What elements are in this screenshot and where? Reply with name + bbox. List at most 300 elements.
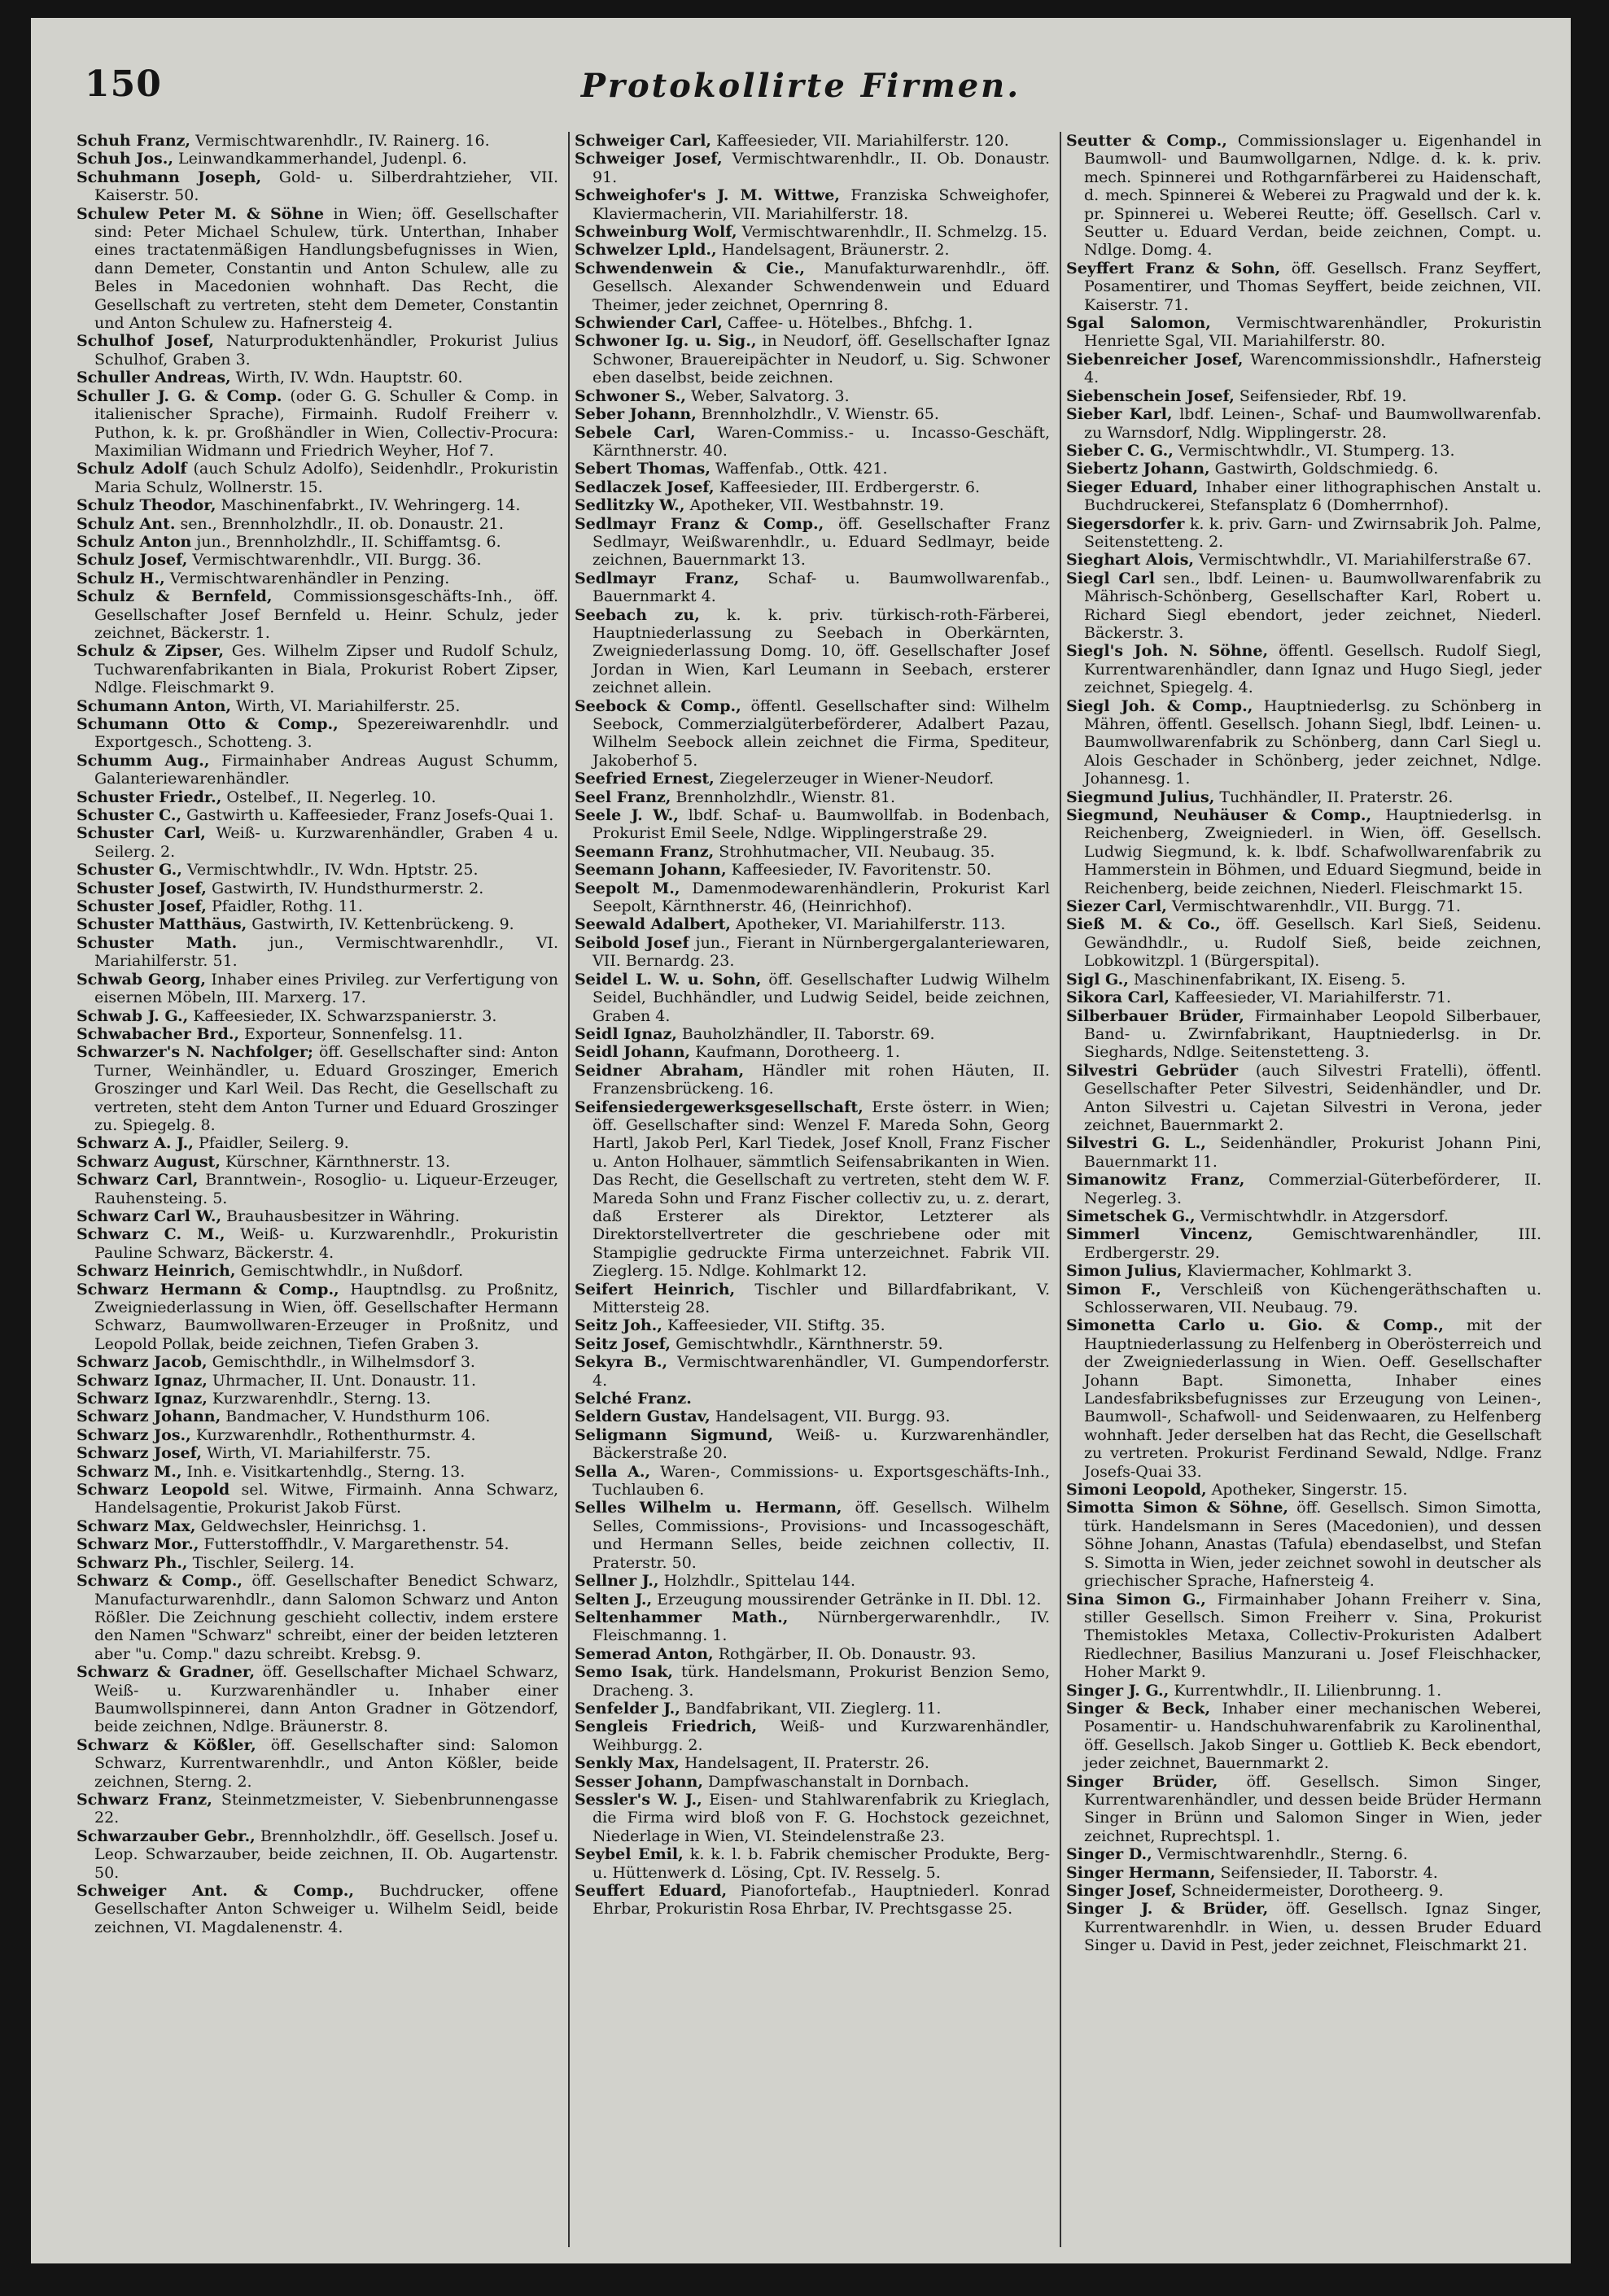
directory-entry: [575, 880, 1050, 916]
entry-firm-name: Schulz H.,: [77, 569, 165, 587]
entry-details: Pfaidler, Rothg. 11.: [206, 897, 363, 916]
entry-details: Gemischtwarenhändler, III. Erdbergerstr. 29.: [1084, 1225, 1541, 1262]
entry-firm-name: Schuster Matthäus,: [77, 915, 247, 934]
directory-entry: [575, 915, 1050, 933]
entry-details: Vermischtwhdlr. in Atzgersdorf.: [1195, 1207, 1449, 1225]
entry-firm-name: Sekyra B.,: [575, 1353, 668, 1372]
entry-details: Gemischtwhdlr., in Nußdorf.: [235, 1262, 464, 1281]
entry-firm-name: Schulz Adolf: [77, 460, 187, 478]
directory-entry: [77, 1882, 558, 1936]
directory-entry: [575, 1700, 1050, 1718]
entry-firm-name: Sellner J.,: [575, 1572, 659, 1591]
directory-entry: [575, 570, 1050, 606]
entry-firm-name: Schuster Carl,: [77, 824, 206, 843]
entry-firm-name: Schwarz Max,: [77, 1517, 196, 1535]
entry-firm-name: Selles Wilhelm u. Hermann,: [575, 1499, 842, 1517]
directory-page: [31, 18, 1571, 2263]
entry-details: jun., Vermischtwarenhdlr., VI. Mariahilferstr. 51.: [94, 933, 558, 971]
directory-entry: [575, 1098, 1050, 1281]
entry-details: öffentl. Gesellsch. Rudolf Siegl, Kurrentwarenhändler, dann Ignaz und Hugo Siegl, jeder zeichnet, Spiegelg. 4.: [1084, 642, 1541, 697]
entry-details: Strohhutmacher, VII. Neubaug. 35.: [714, 842, 995, 861]
directory-entry: [1066, 1134, 1541, 1171]
entry-details: öff. Gesellschafter Benedict Schwarz, Manufacturwarenhdlr., dann Salomon Schwarz und Anton Rößler. Die Zeichnung geschieht collectiv, indem erstere den Namen "Schwarz" schreibt, einer der beiden letzteren aber "u. Comp." dazu schreibt. Krebsg. 9.: [94, 1572, 558, 1663]
entry-firm-name: Schwarz A. J.,: [77, 1134, 194, 1153]
directory-entry: [1066, 314, 1541, 351]
directory-entry: [1066, 1499, 1541, 1590]
directory-entry: [1066, 1062, 1541, 1135]
entry-firm-name: Singer D.,: [1066, 1845, 1152, 1864]
directory-entry: [1066, 1900, 1541, 1954]
entry-firm-name: Siezer Carl,: [1066, 897, 1167, 916]
directory-entry: [575, 405, 1050, 423]
entry-firm-name: Simonetta Carlo u. Gio. & Comp.,: [1066, 1316, 1444, 1335]
directory-entry: [575, 1062, 1050, 1098]
directory-entry: [77, 1791, 558, 1827]
directory-entry: [575, 186, 1050, 223]
directory-entry: [575, 241, 1050, 259]
entry-firm-name: Silvestri Gebrüder: [1066, 1061, 1239, 1080]
directory-entry: [1066, 132, 1541, 260]
entry-details: (oder G. G. Schuller & Comp. in italienischer Sprache), Firmainh. Rudolf Freiherr v. Puthon, k. k. pr. Großhändler in Wien, Collectiv-Procura: Maximilian Widmann und Friedrich Weyher, Hof 7.: [94, 386, 558, 460]
directory-entry: [1066, 915, 1541, 970]
directory-entry: [1066, 1007, 1541, 1062]
entry-firm-name: Silvestri G. L.,: [1066, 1134, 1206, 1153]
entry-firm-name: Seldern Gustav,: [575, 1408, 710, 1426]
directory-entry: [575, 314, 1050, 332]
directory-entry: [1066, 897, 1541, 915]
entry-firm-name: Seidl Johann,: [575, 1043, 691, 1062]
entry-details: Inhaber eines Privileg. zur Verfertigung von eisernen Möbeln, III. Marxerg. 17.: [94, 970, 558, 1007]
directory-entry: [575, 332, 1050, 386]
directory-entry: [77, 1463, 558, 1481]
directory-entry: [1066, 1845, 1541, 1863]
directory-entry: [575, 1408, 1050, 1425]
entry-details: Vermischtwarenhdlr., II. Schmelzg. 15.: [737, 223, 1047, 242]
entry-details: Bauholzhändler, II. Taborstr. 69.: [676, 1024, 935, 1043]
entry-firm-name: Seepolt M.,: [575, 879, 680, 897]
entry-details: Wirth, VI. Mariahilferstr. 75.: [202, 1444, 431, 1463]
entry-firm-name: Schwarz Carl W.,: [77, 1207, 222, 1225]
directory-entry: [575, 1845, 1050, 1882]
entry-details: Maschinenfabrkt., IV. Wehringerg. 14.: [216, 496, 521, 515]
entry-firm-name: Seibold Josef: [575, 933, 689, 952]
entry-details: Kaffeesieder, VII. Mariahilferstr. 120.: [711, 132, 1009, 150]
entry-firm-name: Simon Julius,: [1066, 1262, 1183, 1281]
entry-firm-name: Seidner Abraham,: [575, 1061, 745, 1080]
entry-details: Kurzwarenhdlr., Rothenthurmstr. 4.: [190, 1425, 476, 1444]
entry-details: Waffenfab., Ottk. 421.: [710, 460, 888, 478]
entry-details: Buchdrucker, offene Gesellschafter Anton Schweiger u. Wilhelm Seidl, beide zeichnen, VI. Magdalenenstr. 4.: [94, 1882, 558, 1936]
entry-firm-name: Simoni Leopold,: [1066, 1481, 1207, 1499]
entry-firm-name: Schwarz Hermann & Comp.,: [77, 1280, 339, 1299]
entry-firm-name: Senkly Max,: [575, 1754, 680, 1773]
directory-entry: [77, 861, 558, 879]
entry-firm-name: Schwiender Carl,: [575, 314, 723, 333]
entry-firm-name: Schwarz Franz,: [77, 1790, 212, 1809]
entry-details: sen., Brennholzhdlr., II. ob. Donaustr. 21.: [175, 514, 504, 533]
entry-firm-name: Seitz Josef,: [575, 1334, 671, 1353]
entry-firm-name: Schumann Anton,: [77, 696, 232, 715]
entry-details: jun., Fierant in Nürnbergergalanteriewaren, VII. Bernardg. 23.: [592, 933, 1050, 971]
entry-details: Apotheker, Singerstr. 15.: [1206, 1481, 1408, 1499]
directory-entry: [77, 1663, 558, 1736]
directory-entry: [77, 1372, 558, 1390]
entry-firm-name: Schuster Friedr.,: [77, 788, 222, 806]
entry-details: Ziegelerzeuger in Wiener-Neudorf.: [714, 770, 995, 788]
entry-firm-name: Schweiger Josef,: [575, 150, 723, 168]
entry-details: k. k. priv. türkisch-roth-Färberei, Hauptniederlassung zu Seebach in Oberkärnten, Zweigniederlassung Domg. 10, öff. Gesellschafter Josef Jordan in Wien, Karl Leumann in Seebach, ersterer zeichnet allein.: [592, 605, 1050, 697]
entry-details: Uhrmacher, II. Unt. Donaustr. 11.: [207, 1371, 477, 1390]
entry-firm-name: Seefried Ernest,: [575, 770, 715, 788]
entry-firm-name: Schuhmann Joseph,: [77, 168, 262, 186]
directory-entry: [575, 806, 1050, 843]
entry-firm-name: Schwab Georg,: [77, 970, 206, 989]
entry-firm-name: Schwarz Jos.,: [77, 1425, 191, 1444]
entry-firm-name: Semo Isak,: [575, 1663, 673, 1682]
directory-entry: [1066, 1591, 1541, 1682]
directory-entry: [77, 496, 558, 514]
entry-firm-name: Seebock & Comp.,: [575, 696, 741, 715]
directory-entry: [1066, 442, 1541, 460]
entry-details: Vermischtwarenhändler, VI. Gumpendorferstr. 4.: [592, 1353, 1050, 1390]
entry-details: öff. Gesellschafter sind: Salomon Schwarz, Kurrentwarenhdlr., und Anton Kößler, beide zeichnen, Sterng. 2.: [94, 1735, 558, 1791]
directory-entry: [1066, 515, 1541, 552]
directory-entry: [575, 1426, 1050, 1463]
entry-details: Weiß- u. Kurzwarenhdlr., Prokuristin Pauline Schwarz, Bäckerstr. 4.: [94, 1225, 558, 1262]
entry-firm-name: Simanowitz Franz,: [1066, 1171, 1245, 1189]
directory-entry: [1066, 697, 1541, 788]
directory-entry: [77, 915, 558, 933]
entry-details: (auch Schulz Adolfo), Seidenhdlr., Prokuristin Maria Schulz, Wollnerstr. 15.: [94, 460, 558, 496]
entry-details: Vermischtwarenhdlr., Sterng. 6.: [1152, 1845, 1408, 1864]
entry-details: Gastwirth u. Kaffeesieder, Franz Josefs-Quai 1.: [181, 806, 554, 825]
entry-firm-name: Sedlmayr Franz,: [575, 569, 740, 587]
directory-entry: [575, 861, 1050, 879]
entry-details: Futterstoffhdlr., V. Margarethenstr. 54.: [199, 1535, 509, 1554]
entry-firm-name: Seel Franz,: [575, 788, 671, 806]
entry-firm-name: Schwarz Ignaz,: [77, 1371, 208, 1390]
entry-firm-name: Schwarz C. M.,: [77, 1225, 225, 1244]
directory-entry: [77, 387, 558, 461]
directory-entry: [1066, 971, 1541, 989]
entry-details: Nürnbergerwarenhdlr., IV. Fleischmanng. 1.: [592, 1608, 1050, 1645]
directory-entry: [575, 460, 1050, 478]
directory-entry: [77, 1408, 558, 1425]
directory-entry: [575, 1645, 1050, 1663]
entry-details: Rothgärber, II. Ob. Donaustr. 93.: [713, 1644, 977, 1663]
directory-entry: [575, 478, 1050, 496]
directory-entry: [77, 1827, 558, 1882]
entry-details: öff. Gesellschafter sind: Anton Turner, Weinhändler, u. Eduard Groszinger, Emerich Groszinger und Karl Weil. Das Recht, die Gesellschaft zu vertreten, steht dem Anton Turner und Eduard Groszinger zu. Spiegelg. 8.: [94, 1043, 558, 1134]
directory-entry: [575, 788, 1050, 806]
directory-entry: [77, 1481, 558, 1517]
entry-details: k. k. priv. Garn- und Zwirnsabrik Joh. Palme, Seitenstetteng. 2.: [1084, 514, 1541, 551]
entry-details: Tuchhändler, II. Praterstr. 26.: [1214, 788, 1454, 806]
entry-details: Apotheker, VII. Westbahnstr. 19.: [684, 496, 944, 515]
entry-details: öff. Gesellsch. Simon Simotta, türk. Handelsmann in Seres (Macedonien), und dessen Söhne Johann, Anastas (Tafula) ebendaselbst, und Stefan S. Simotta in Wien, jeder zeichnet sowohl in deutscher als griechischer Sprache, Hafnersteig 4.: [1084, 1499, 1541, 1591]
entry-firm-name: Seifert Heinrich,: [575, 1280, 736, 1299]
entry-firm-name: Siegersdorfer: [1066, 514, 1185, 533]
entry-firm-name: Seele J. W.,: [575, 806, 679, 825]
entry-details: Brennholzhdlr., öff. Gesellsch. Josef u. Leop. Schwarzauber, beide zeichnen, II. Ob. Augartenstr. 50.: [94, 1827, 558, 1882]
entry-firm-name: Simmerl Vincenz,: [1066, 1225, 1253, 1244]
entry-details: Inh. e. Visitkartenhdlg., Sterng. 13.: [181, 1462, 466, 1481]
directory-entry: [575, 1335, 1050, 1353]
entry-firm-name: Siebenreicher Josef,: [1066, 350, 1244, 369]
directory-entry: [77, 1554, 558, 1572]
entry-details: Seifensieder, II. Taborstr. 4.: [1215, 1863, 1438, 1882]
entry-firm-name: Seligmann Sigmund,: [575, 1425, 773, 1444]
entry-firm-name: Seemann Franz,: [575, 842, 715, 861]
entry-firm-name: Seifensiedergewerksgesellschaft,: [575, 1098, 864, 1116]
entry-firm-name: Schweiger Ant. & Comp.,: [77, 1882, 354, 1900]
entry-details: Spezereiwarenhdlr. und Exportgesch., Schotteng. 3.: [94, 715, 558, 752]
entry-firm-name: Sengleis Friedrich,: [575, 1718, 758, 1736]
directory-entry: [77, 332, 558, 369]
entry-details: Wirth, IV. Wdn. Hauptstr. 60.: [230, 369, 463, 387]
directory-entry: [575, 1609, 1050, 1645]
directory-entry: [575, 1663, 1050, 1700]
entry-firm-name: Seidl Ignaz,: [575, 1024, 677, 1043]
directory-entry: [77, 1225, 558, 1262]
directory-entry: [77, 697, 558, 715]
entry-details: Exporteur, Sonnenfelsg. 11.: [239, 1024, 463, 1043]
directory-entry: [575, 1353, 1050, 1390]
entry-details: Bandmacher, V. Hundsthurm 106.: [221, 1408, 491, 1426]
directory-entry: [575, 223, 1050, 241]
directory-entry: [575, 1773, 1050, 1791]
entry-firm-name: Schulz Ant.: [77, 514, 176, 533]
entry-firm-name: Simetschek G.,: [1066, 1207, 1196, 1225]
directory-entry: [77, 570, 558, 587]
directory-entry: [575, 1499, 1050, 1572]
entry-details: Vermischtwarenhändler, Prokuristin Henriette Sgal, VII. Mariahilferstr. 80.: [1084, 314, 1541, 351]
directory-entry: [575, 971, 1050, 1025]
entry-firm-name: Sikora Carl,: [1066, 989, 1170, 1007]
entry-details: Commerzial-Güterbeförderer, II. Negerleg. 3.: [1084, 1171, 1541, 1207]
entry-details: Firmainhaber Andreas August Schumm, Galanteriewarenhändler.: [94, 751, 558, 788]
entry-firm-name: Schwabacher Brd.,: [77, 1024, 240, 1043]
entry-firm-name: Sigl G.,: [1066, 970, 1129, 989]
directory-entry: [575, 606, 1050, 697]
entry-details: Kaffeesieder, VI. Mariahilferstr. 71.: [1170, 989, 1452, 1007]
entry-details: Weiß- u. Kurzwarenhändler, Graben 4 u. Seilerg. 2.: [94, 824, 558, 861]
entry-details: Geldwechsler, Heinrichsg. 1.: [195, 1517, 426, 1535]
entry-details: (auch Silvestri Fratelli), öffentl. Gesellschafter Peter Silvestri, Seidenhändler, und Dr. Anton Silvestri u. Cajetan Silvestri in Verona, jeder zeichnet, Bauernmarkt 2.: [1084, 1061, 1541, 1134]
entry-firm-name: Seutter & Comp.,: [1066, 132, 1227, 150]
directory-entry: [575, 697, 1050, 770]
entry-firm-name: Sesser Johann,: [575, 1772, 703, 1791]
entry-firm-name: Sieger Eduard,: [1066, 478, 1199, 496]
directory-entry: [77, 715, 558, 752]
entry-details: Kurzwarenhdlr., Sterng. 13.: [207, 1390, 431, 1408]
directory-entry: [77, 515, 558, 533]
entry-firm-name: Schuster C.,: [77, 806, 182, 825]
entry-details: Kaffeesieder, III. Erdbergerstr. 6.: [714, 478, 981, 496]
directory-entry: [77, 897, 558, 915]
entry-details: Naturproduktenhändler, Prokurist Julius Schulhof, Graben 3.: [94, 332, 558, 369]
directory-entry: [77, 460, 558, 496]
entry-details: Kürschner, Kärnthnerstr. 13.: [220, 1152, 451, 1171]
entry-firm-name: Schweiger Carl,: [575, 132, 712, 150]
directory-entry: [77, 533, 558, 551]
entry-details: Weiß- und Kurzwarenhändler, Weihburgg. 2.: [592, 1718, 1050, 1754]
entry-firm-name: Schweighofer's J. M. Wittwe,: [575, 186, 840, 205]
directory-entry: [77, 1025, 558, 1043]
entry-details: Leinwandkammerhandel, Judenpl. 6.: [173, 150, 467, 168]
entry-details: sel. Witwe, Firmainh. Anna Schwarz, Handelsagentie, Prokurist Jakob Fürst.: [94, 1481, 558, 1517]
directory-entry: [77, 824, 558, 861]
entry-details: Händler mit rohen Häuten, II. Franzensbrückeng. 16.: [592, 1061, 1050, 1098]
directory-entry: [575, 1572, 1050, 1590]
directory-entry: [575, 770, 1050, 788]
directory-entry: [1066, 460, 1541, 478]
directory-entry: [575, 260, 1050, 314]
entry-details: Gold- u. Silberdrahtzieher, VII. Kaiserstr. 50.: [94, 168, 558, 205]
directory-entry: [77, 1043, 558, 1134]
directory-entry: [1066, 1171, 1541, 1207]
entry-details: Ostelbef., II. Negerleg. 10.: [221, 788, 436, 806]
entry-details: Vermischtwarenhdlr., VII. Burgg. 36.: [187, 551, 482, 570]
entry-firm-name: Schwarz Leopold: [77, 1481, 230, 1499]
entry-details: Ges. Wilhelm Zipser und Rudolf Schulz, Tuchwarenfabrikanten in Biala, Prokurist Robert Zipser, Ndlge. Fleischmarkt 9.: [94, 642, 558, 697]
entry-firm-name: Singer Josef,: [1066, 1882, 1177, 1900]
directory-entry: [77, 1517, 558, 1535]
entry-firm-name: Siegl Joh. & Comp.,: [1066, 696, 1253, 715]
directory-entry: [1066, 1700, 1541, 1773]
directory-entry: [575, 843, 1050, 861]
directory-entry: [575, 1043, 1050, 1061]
directory-entry: [575, 496, 1050, 514]
entry-details: Apotheker, VI. Mariahilferstr. 113.: [731, 915, 1006, 934]
directory-entry: [575, 1754, 1050, 1772]
entry-details: Waren-Commiss.- u. Incasso-Geschäft, Kärnthnerstr. 40.: [592, 423, 1050, 460]
entry-details: Gastwirth, IV. Hundsthurmerstr. 2.: [206, 879, 484, 897]
entry-details: Brennholzhdlr., Wienstr. 81.: [671, 788, 896, 806]
directory-entry: [77, 788, 558, 806]
directory-entry: [575, 424, 1050, 461]
entry-details: Brennholzhdlr., V. Wienstr. 65.: [696, 405, 939, 424]
entry-firm-name: Schuh Jos.,: [77, 150, 173, 168]
entry-firm-name: Silberbauer Brüder,: [1066, 1006, 1244, 1025]
entry-details: Dampfwaschanstalt in Dornbach.: [702, 1772, 969, 1791]
column-1: [77, 132, 558, 2247]
directory-entry: [575, 132, 1050, 150]
directory-entry: [77, 205, 558, 333]
entry-firm-name: Schwarz Josef,: [77, 1444, 203, 1463]
entry-details: Seidenhändler, Prokurist Johann Pini, Bauernmarkt 11.: [1084, 1134, 1541, 1171]
column-2: [568, 132, 1050, 2247]
directory-entry: [77, 1262, 558, 1280]
entry-details: Firmainhaber Johann Freiherr v. Sina, stiller Gesellsch. Simon Freiherr v. Sina, Prokurist Themistokles Metaxa, Collectiv-Prokuristen Adalbert Riedlechner, Basilius Manzurani u. Josef Fleischhacker, Hoher Markt 9.: [1084, 1590, 1541, 1682]
entry-details: Vermischtwarenhdlr., IV. Rainerg. 16.: [190, 132, 490, 150]
directory-entry: [77, 1390, 558, 1408]
directory-entry: [575, 150, 1050, 186]
directory-entry: [77, 369, 558, 386]
entry-firm-name: Selten J.,: [575, 1590, 653, 1609]
entry-firm-name: Schulz Josef,: [77, 551, 188, 570]
entry-details: Verschleiß von Küchengeräthschaften u. Schlosserwaren, VII. Neubaug. 79.: [1084, 1280, 1541, 1316]
entry-details: Schaf- u. Baumwollwarenfab., Bauernmarkt 4.: [592, 569, 1050, 606]
entry-firm-name: Schwab J. G.,: [77, 1006, 189, 1025]
entry-details: Klaviermacher, Kohlmarkt 3.: [1182, 1262, 1413, 1281]
entry-details: Handelsagent, Bräunerstr. 2.: [716, 241, 950, 260]
directory-entry: [1066, 1281, 1541, 1317]
directory-entry: [1066, 551, 1541, 569]
entry-details: Handelsagent, II. Praterstr. 26.: [679, 1754, 929, 1773]
entry-details: Caffee- u. Hötelbes., Bhfchg. 1.: [722, 314, 973, 333]
entry-firm-name: Schwoner S.,: [575, 386, 686, 405]
entry-firm-name: Sedlmayr Franz & Comp.,: [575, 514, 824, 533]
directory-entry: [77, 168, 558, 205]
entry-firm-name: Schulew Peter M. & Söhne: [77, 204, 325, 223]
entry-firm-name: Sieber Karl,: [1066, 405, 1173, 424]
entry-details: türk. Handelsmann, Prokurist Benzion Semo, Dracheng. 3.: [592, 1663, 1050, 1700]
entry-firm-name: Schwarz Carl,: [77, 1171, 199, 1189]
entry-details: Erzeugung moussirender Getränke in II. Dbl. 12.: [652, 1590, 1042, 1609]
entry-firm-name: Schwarzauber Gebr.,: [77, 1827, 256, 1845]
directory-entry: [77, 1736, 558, 1791]
directory-entry: [77, 587, 558, 642]
entry-firm-name: Schuster Josef,: [77, 897, 207, 916]
entry-firm-name: Seemann Johann,: [575, 861, 727, 880]
directory-entry: [1066, 1262, 1541, 1280]
entry-firm-name: Sina Simon G.,: [1066, 1590, 1206, 1609]
directory-entry: [77, 934, 558, 971]
directory-entry: [1066, 1316, 1541, 1481]
entry-firm-name: Schulhof Josef,: [77, 332, 215, 351]
entry-details: Gemischtwhdlr., Kärnthnerstr. 59.: [671, 1334, 943, 1353]
entry-details: mit der Hauptniederlassung zu Helfenberg in Oberösterreich und der Zweigniederlassung in Wien. Oeff. Gesellschafter Johann Bapt. Simonetta, Inhaber eines Landesfabriksbefugnisses zur Erzeugung von Leinen-, Baumwoll-, Schafwoll- und Seidenwaaren, zu Helfenberg wohnhaft. Jeder derselben hat das Recht, die Gesellschaft zu vertreten. Prokurist Ferdinand Sewald, Ndlge. Franz Josefs-Quai 33.: [1084, 1316, 1541, 1481]
directory-entry: [77, 1426, 558, 1444]
entry-details: Vermischtwhdlr., IV. Wdn. Hptstr. 25.: [181, 861, 479, 880]
directory-entry: [77, 642, 558, 696]
entry-firm-name: Schulz & Zipser,: [77, 642, 225, 661]
directory-entry: [77, 752, 558, 788]
entry-details: Hauptniederlsg. in Reichenberg, Zweigniederl. in Wien, öff. Gesellsch. Ludwig Siegmund, k. k. lbdf. Schafwollwarenfabrik zu Hammerstein in Böhmen, und Eduard Siegmund, beide in Reichenberg, beide zeichnen, Niederl. Fleischmarkt 15.: [1084, 806, 1541, 897]
entry-firm-name: Schwarz August,: [77, 1152, 221, 1171]
directory-entry: [77, 1572, 558, 1663]
entry-details: Manufakturwarenhdlr., öff. Gesellsch. Alexander Schwendenwein und Eduard Theimer, jeder zeichnet, Opernring 8.: [592, 259, 1050, 314]
entry-firm-name: Schwarz Johann,: [77, 1408, 221, 1426]
entry-details: Steinmetzmeister, V. Siebenbrunnengasse 22.: [94, 1790, 558, 1827]
entry-firm-name: Singer Brüder,: [1066, 1772, 1218, 1791]
entry-details: Brauhausbesitzer in Währing.: [221, 1207, 460, 1225]
entry-details: Kaffeesieder, IV. Favoritenstr. 50.: [726, 861, 992, 880]
entry-firm-name: Schuster Josef,: [77, 879, 207, 897]
directory-entry: [575, 1390, 1050, 1408]
entry-details: Seifensieder, Rbf. 19.: [1234, 386, 1407, 405]
entry-details: öff. Gesellsch. Franz Seyffert, Posamentirer, und Thomas Seyffert, beide zeichnen, VII. Kaiserstr. 71.: [1084, 259, 1541, 314]
directory-entry: [1066, 478, 1541, 515]
entry-firm-name: Schuster G.,: [77, 861, 182, 880]
entry-details: Vermischtwarenhdlr., II. Ob. Donaustr. 91.: [592, 150, 1050, 186]
entry-details: Eisen- und Stahlwarenfabrik zu Krieglach, die Firma wird bloß von F. G. Hochstock gezeichnet, Niederlage in Wien, VI. Steindelenstraße 23.: [592, 1790, 1050, 1845]
entry-firm-name: Schwarz & Gradner,: [77, 1663, 256, 1682]
entry-firm-name: Simon F.,: [1066, 1280, 1161, 1299]
entry-details: Tischler und Billardfabrikant, V. Mittersteig 28.: [592, 1280, 1050, 1316]
entry-firm-name: Schwoner Ig. u. Sig.,: [575, 332, 757, 351]
entry-firm-name: Singer Hermann,: [1066, 1863, 1216, 1882]
entry-firm-name: Selché Franz.: [575, 1390, 692, 1408]
entry-firm-name: Siegmund, Neuhäuser & Comp.,: [1066, 806, 1372, 825]
directory-entry: [1066, 1773, 1541, 1846]
entry-details: lbdf. Leinen-, Schaf- und Baumwollwarenfab. zu Warnsdorf, Ndlg. Wipplingerstr. 28.: [1084, 405, 1541, 442]
entry-details: Pianofortefab., Hauptniederl. Konrad Ehrbar, Prokuristin Rosa Ehrbar, IV. Prechtsgasse 25.: [592, 1882, 1050, 1918]
directory-entry: [1066, 989, 1541, 1006]
entry-firm-name: Schuster Math.: [77, 933, 238, 952]
page-header: Protokollirte Firmen.: [580, 67, 1021, 105]
